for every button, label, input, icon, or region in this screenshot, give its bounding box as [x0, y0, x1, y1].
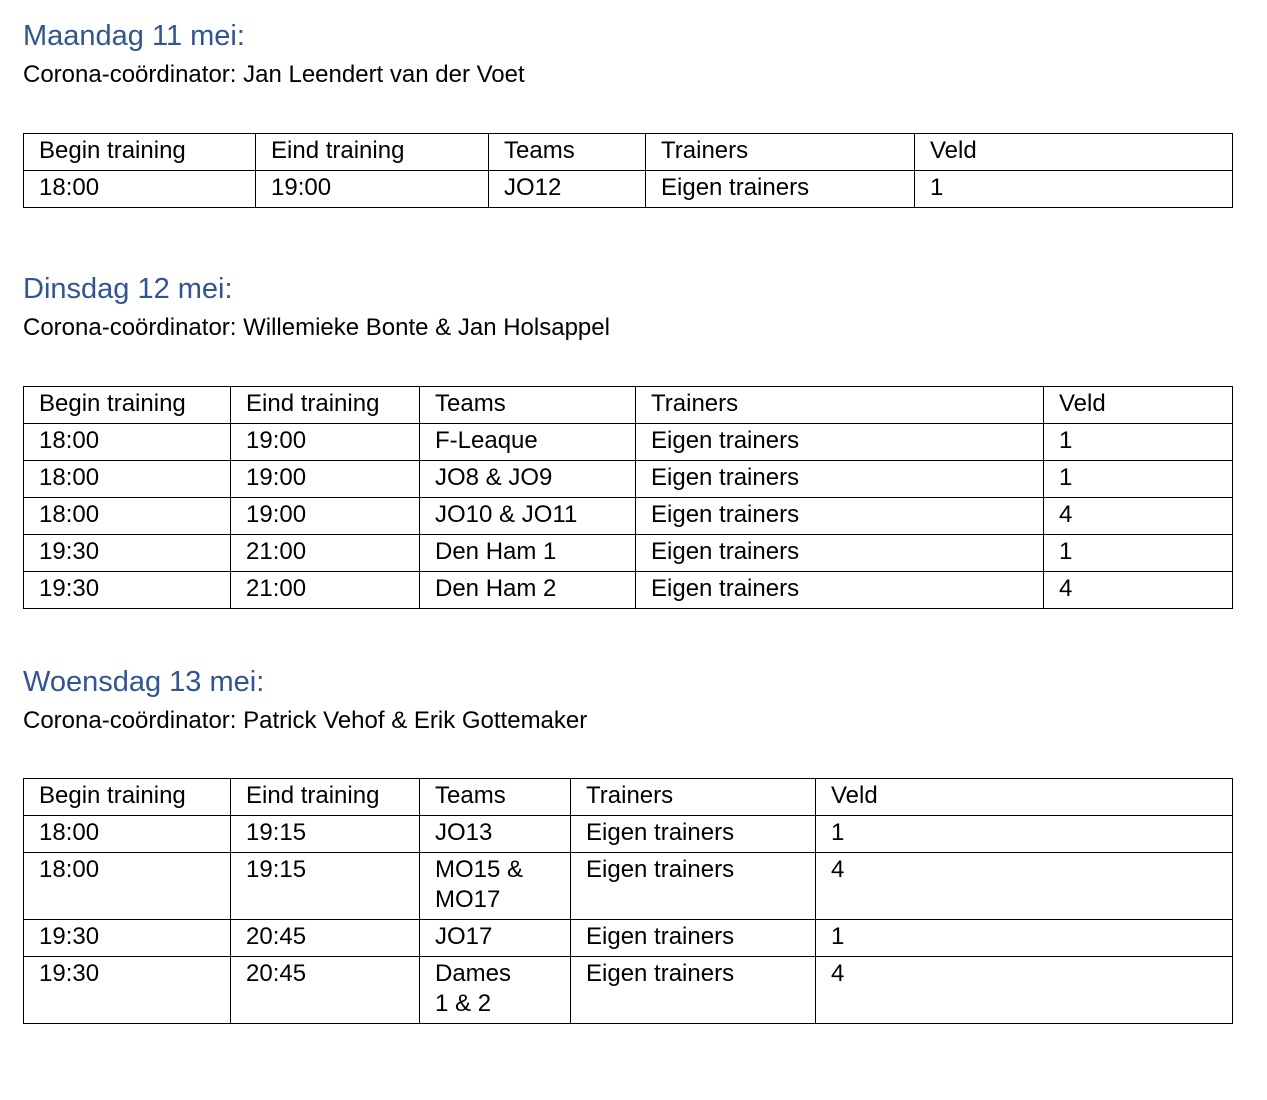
- header-cell: Eind training: [231, 387, 420, 424]
- header-cell: Teams: [420, 387, 636, 424]
- training-schedule-table: [23, 133, 1233, 208]
- trainers-cell: Eigen trainers: [571, 920, 816, 957]
- field-cell: 1: [1044, 535, 1233, 572]
- begin-time-cell: 18:00: [24, 461, 231, 498]
- header-cell: Veld: [1044, 387, 1233, 424]
- table-row: [24, 816, 1233, 853]
- end-time-cell: 21:00: [231, 535, 420, 572]
- end-time-cell: 19:00: [231, 461, 420, 498]
- end-time-cell: 19:00: [256, 171, 489, 208]
- coordinator-text: Corona-coördinator: Jan Leendert van der Voet: [23, 61, 525, 88]
- teams-cell: Den Ham 1: [420, 535, 636, 572]
- field-cell: 4: [1044, 498, 1233, 535]
- teams-cell: JO10 & JO11: [420, 498, 636, 535]
- day-section-maandag: [23, 18, 1232, 201]
- teams-line: Dames: [435, 960, 512, 987]
- teams-cell: JO8 & JO9: [420, 461, 636, 498]
- trainers-cell: Eigen trainers: [636, 498, 1044, 535]
- trainers-cell: Eigen trainers: [636, 461, 1044, 498]
- header-cell: Begin training: [24, 387, 231, 424]
- training-schedule-table: [23, 386, 1233, 609]
- begin-time-cell: 18:00: [24, 171, 256, 208]
- begin-time-cell: 19:30: [24, 572, 231, 609]
- field-cell: 4: [816, 853, 1233, 920]
- begin-time-cell: 18:00: [24, 498, 231, 535]
- table-row: [24, 171, 1233, 208]
- teams-line: MO15 &: [435, 856, 524, 883]
- table-row: [24, 957, 1233, 1024]
- field-cell: 1: [816, 816, 1233, 853]
- teams-cell: JO17: [420, 920, 571, 957]
- day-section-dinsdag: [23, 271, 1232, 602]
- begin-time-cell: 19:30: [24, 957, 231, 1024]
- day-heading: Maandag 11 mei:: [23, 20, 245, 52]
- field-cell: 4: [816, 957, 1233, 1024]
- header-cell: Veld: [816, 779, 1233, 816]
- table-header-row: [24, 134, 1233, 171]
- header-cell: Eind training: [231, 779, 420, 816]
- end-time-cell: 20:45: [231, 957, 420, 1024]
- end-time-cell: 19:00: [231, 424, 420, 461]
- teams-cell: [420, 957, 571, 1024]
- begin-time-cell: 18:00: [24, 816, 231, 853]
- field-cell: 4: [1044, 572, 1233, 609]
- day-section-woensdag: [23, 664, 1232, 1017]
- end-time-cell: 20:45: [231, 920, 420, 957]
- end-time-cell: 19:15: [231, 816, 420, 853]
- trainers-cell: Eigen trainers: [571, 816, 816, 853]
- header-cell: Begin training: [24, 134, 256, 171]
- end-time-cell: 21:00: [231, 572, 420, 609]
- trainers-cell: Eigen trainers: [636, 424, 1044, 461]
- table-row: [24, 461, 1233, 498]
- header-cell: Teams: [420, 779, 571, 816]
- field-cell: 1: [816, 920, 1233, 957]
- teams-line: 1 & 2: [435, 990, 492, 1017]
- table-row: [24, 498, 1233, 535]
- begin-time-cell: 19:30: [24, 535, 231, 572]
- table-header-row: [24, 387, 1233, 424]
- teams-cell: JO12: [489, 171, 646, 208]
- field-cell: 1: [1044, 461, 1233, 498]
- trainers-cell: Eigen trainers: [571, 853, 816, 920]
- begin-time-cell: 18:00: [24, 424, 231, 461]
- trainers-cell: Eigen trainers: [646, 171, 915, 208]
- day-heading: Dinsdag 12 mei:: [23, 273, 233, 305]
- teams-cell: JO13: [420, 816, 571, 853]
- header-cell: Veld: [915, 134, 1233, 171]
- end-time-cell: 19:15: [231, 853, 420, 920]
- table-row: [24, 853, 1233, 920]
- teams-cell: [420, 853, 571, 920]
- training-schedule-table: [23, 778, 1233, 1024]
- teams-line: MO17: [435, 886, 501, 913]
- trainers-cell: Eigen trainers: [636, 535, 1044, 572]
- header-cell: Trainers: [636, 387, 1044, 424]
- table-row: [24, 535, 1233, 572]
- table-header-row: [24, 779, 1233, 816]
- coordinator-text: Corona-coördinator: Patrick Vehof & Erik Gottemaker: [23, 707, 588, 734]
- end-time-cell: 19:00: [231, 498, 420, 535]
- begin-time-cell: 19:30: [24, 920, 231, 957]
- teams-cell: Den Ham 2: [420, 572, 636, 609]
- header-cell: Trainers: [571, 779, 816, 816]
- field-cell: 1: [915, 171, 1233, 208]
- coordinator-text: Corona-coördinator: Willemieke Bonte & Jan Holsappel: [23, 314, 610, 341]
- table-row: [24, 920, 1233, 957]
- field-cell: 1: [1044, 424, 1233, 461]
- table-row: [24, 572, 1233, 609]
- table-row: [24, 424, 1233, 461]
- teams-cell: F-Leaque: [420, 424, 636, 461]
- begin-time-cell: 18:00: [24, 853, 231, 920]
- trainers-cell: Eigen trainers: [636, 572, 1044, 609]
- day-heading: Woensdag 13 mei:: [23, 666, 265, 698]
- header-cell: Teams: [489, 134, 646, 171]
- trainers-cell: Eigen trainers: [571, 957, 816, 1024]
- header-cell: Eind training: [256, 134, 489, 171]
- header-cell: Trainers: [646, 134, 915, 171]
- header-cell: Begin training: [24, 779, 231, 816]
